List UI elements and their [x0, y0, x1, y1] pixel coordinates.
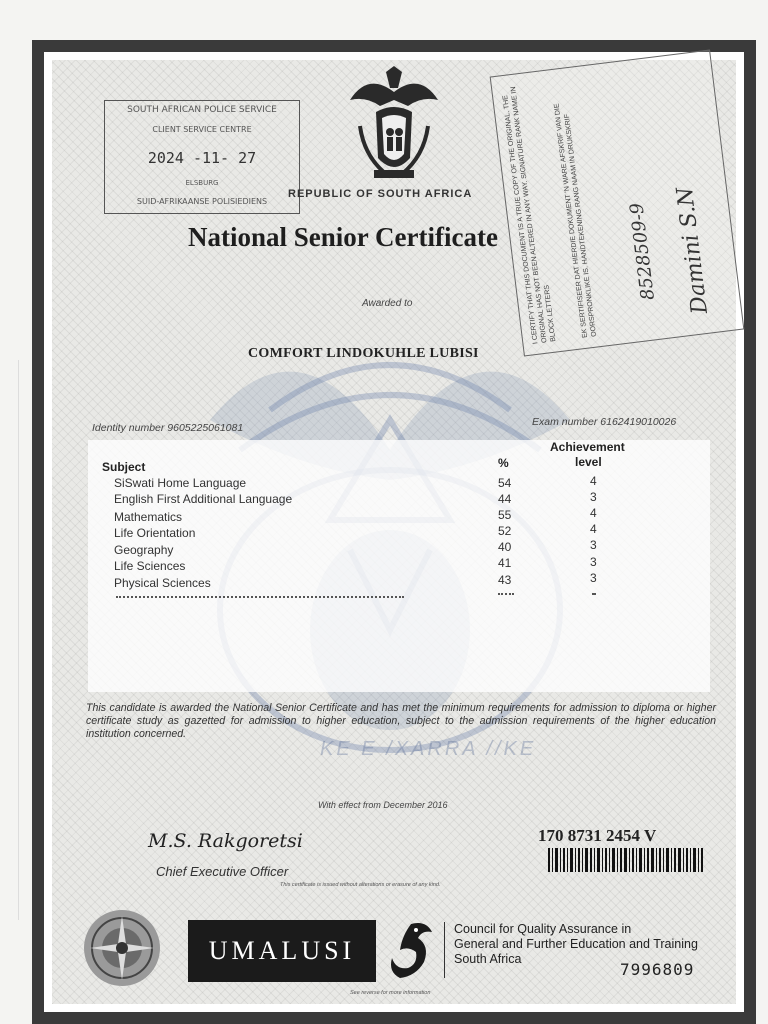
result-subject: Life Orientation — [114, 526, 196, 540]
result-percent: 55 — [498, 508, 512, 522]
umalusi-logo: UMALUSI — [188, 920, 376, 982]
result-level: 4 — [590, 522, 597, 536]
result-level: 4 — [590, 474, 597, 488]
certification-stamp-text-af: EK SERTIFISEER DAT HIERDIE DOKUMENT 'N WARE AFSKRIF VAN DIE OORSPRONKLIKE IS. HANDTEKENING RANG NAAM IN DRUKSKRIF — [553, 103, 599, 339]
result-percent: 40 — [498, 540, 512, 554]
result-subject: English First Additional Language — [114, 492, 293, 506]
reverse-note: See reverse for more information — [350, 990, 431, 996]
result-percent: 52 — [498, 524, 512, 538]
police-stamp-line2: CLIENT SERVICE CENTRE — [152, 125, 252, 134]
ceo-title: Chief Executive Officer — [156, 864, 289, 879]
result-percent: 54 — [498, 476, 512, 490]
identity-number: Identity number 9605225061081 — [92, 422, 244, 434]
achievement-header: Achievement — [550, 440, 625, 454]
result-level: 4 — [590, 506, 597, 520]
council-line-3: South Africa — [454, 952, 522, 966]
umalusi-bird-icon — [386, 916, 436, 982]
certification-stamp-text: I CERTIFY THAT THIS DOCUMENT IS A TRUE COPY OF THE ORIGINAL. THE ORIGINAL HAS NOT BEEN ALTERED IN ANY WAY. SIGNATURE RANK NAME IN BLOCK LETTERS — [502, 86, 558, 345]
logo-divider — [444, 922, 445, 978]
level-end-mark — [592, 593, 596, 595]
barcode-icon — [548, 848, 704, 872]
result-subject: Geography — [114, 543, 174, 557]
serial-number: 7996809 — [620, 960, 695, 979]
country-heading: REPUBLIC OF SOUTH AFRICA — [288, 188, 473, 200]
subject-header: Subject — [102, 460, 146, 474]
police-stamp-date: 2024 -11- 27 — [147, 149, 257, 167]
achievement-level-header: level — [575, 455, 602, 469]
result-subject: SiSwati Home Language — [114, 476, 247, 490]
police-stamp-line1: SOUTH AFRICAN POLICE SERVICE — [127, 105, 277, 115]
percent-header: % — [498, 456, 509, 470]
result-subject: Life Sciences — [114, 559, 186, 573]
issued-note: This certificate is issued without alterations or erasure of any kind. — [280, 882, 441, 888]
result-percent: 41 — [498, 556, 512, 570]
exam-number: Exam number 6162419010026 — [532, 416, 677, 428]
ceo-signature: M.S. Rakgoretsi — [148, 830, 303, 852]
awarded-to-label: Awarded to — [362, 298, 413, 309]
certificate-number: 170 8731 2454 V — [538, 826, 657, 845]
hologram-seal-icon — [82, 908, 162, 988]
result-percent: 43 — [498, 573, 512, 587]
certification-signature: Damini S.N — [672, 185, 714, 316]
certificate-title: National Senior Certificate — [188, 222, 498, 252]
result-percent: 44 — [498, 492, 512, 506]
council-name — [454, 922, 744, 967]
result-level: 3 — [590, 555, 597, 569]
coat-of-arms-icon — [346, 66, 442, 184]
police-stamp-line4: SUID-AFRIKAANSE POLISIEDIENS — [136, 197, 268, 206]
result-subject: Physical Sciences — [114, 576, 211, 590]
results-end-line — [116, 596, 404, 598]
police-stamp — [104, 100, 300, 214]
police-stamp-place: ELSBURG — [185, 179, 219, 187]
candidate-name: COMFORT LINDOKUHLE LUBISI — [248, 346, 479, 361]
certification-stamp — [490, 50, 745, 357]
scan-edge-line — [18, 360, 19, 920]
result-subject: Mathematics — [114, 510, 183, 524]
result-level: 3 — [590, 538, 597, 552]
result-level: 3 — [590, 571, 597, 585]
council-line-1: Council for Quality Assurance in — [454, 922, 632, 936]
certification-force-number: 8528509-9 — [626, 201, 659, 302]
percent-end-line — [498, 593, 514, 595]
watermark-motto: KE E /XARRA //KE — [320, 738, 537, 760]
effective-date: With effect from December 2016 — [318, 800, 448, 810]
award-statement: This candidate is awarded the National Senior Certificate and has met the minimum requirements for admission to diploma or higher certificate study as gazetted for admission to higher education, subject to the admission requirements of the higher education institution concerned. — [86, 702, 716, 740]
council-line-2: General and Further Education and Training — [454, 937, 698, 951]
result-level: 3 — [590, 490, 597, 504]
